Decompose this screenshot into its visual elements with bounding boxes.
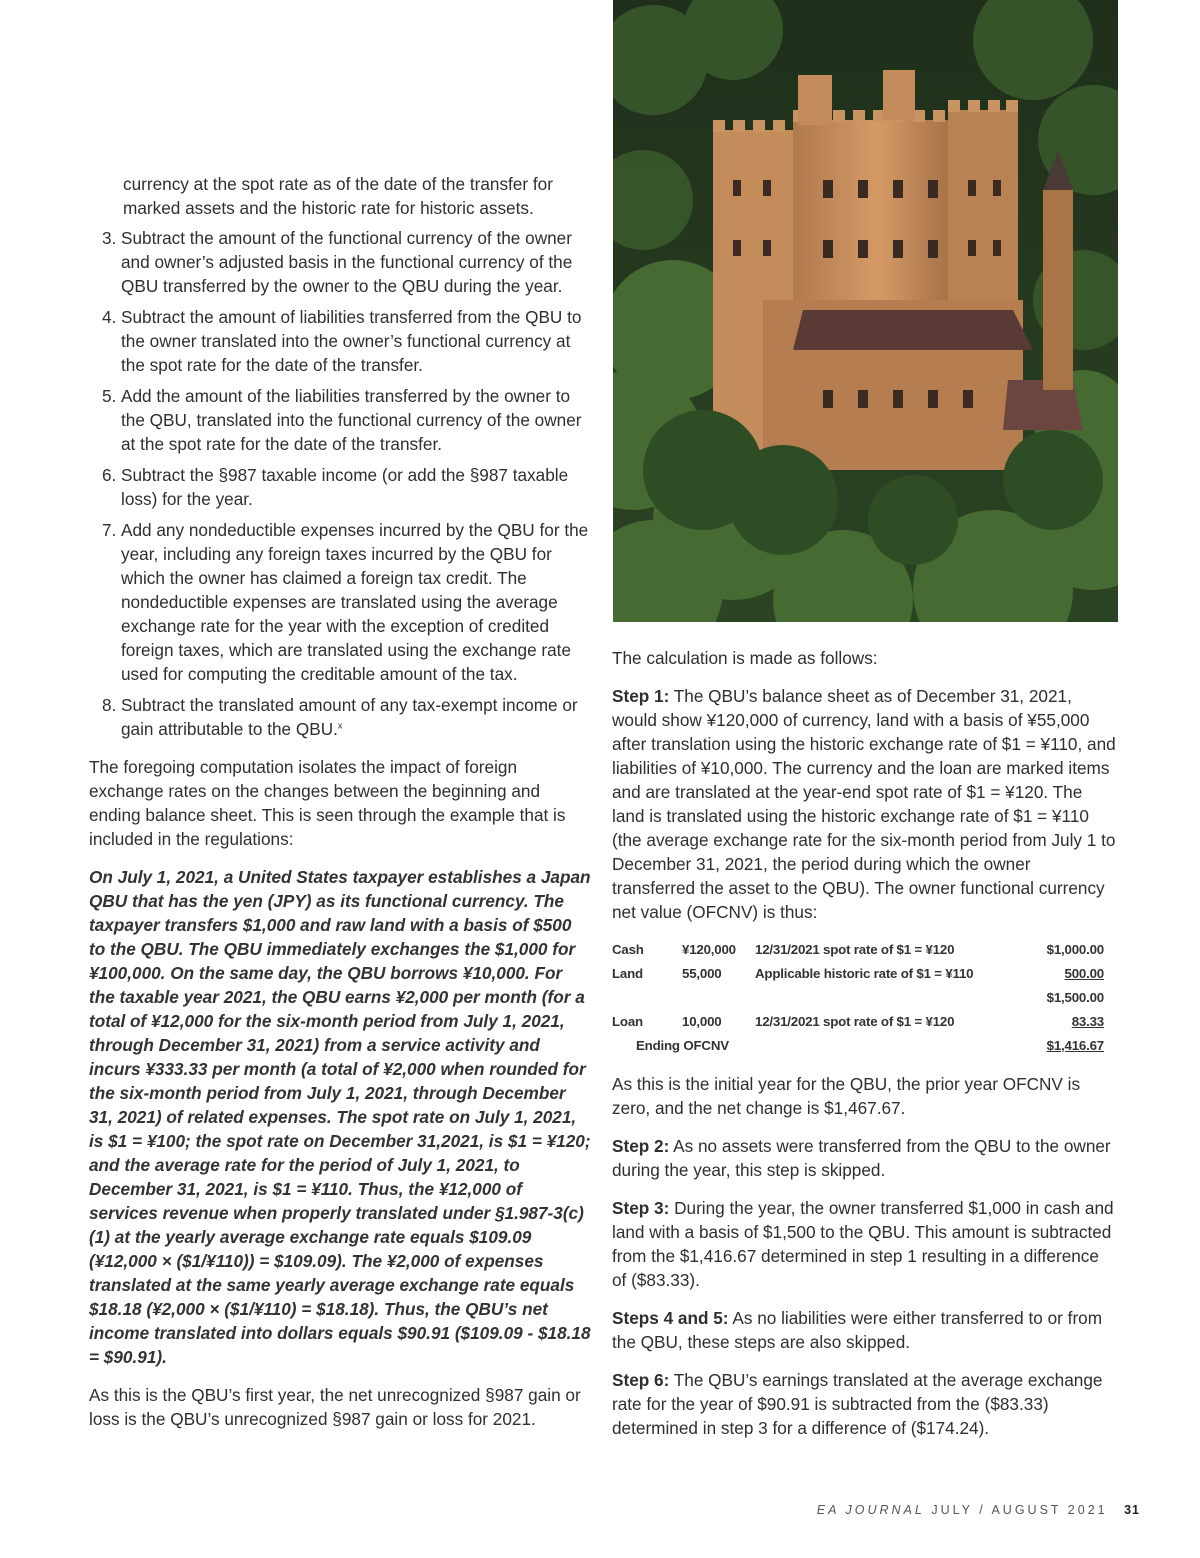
page-footer: [817, 1503, 1140, 1517]
computation-steps-list: [89, 226, 591, 741]
list-item: [89, 305, 591, 377]
underlined-value: 83.33: [1071, 1014, 1104, 1029]
step-1-text: The QBU’s balance sheet as of December 31, 2021, would show ¥120,000 of currency, land with a basis of ¥55,000 after translation using the historic exchange rate of $1 = ¥110, and liabilities of ¥10,000. The currency and the loan are marked items and are translated at the year-end spot rate of $1 = ¥120. The land is translated using the historic exchange rate of $1 = ¥110 (the average exchange rate for the six-month period from July 1 to December 31, 2021, the period during which the owner transferred the asset to the QBU). The owner functional currency net value (OFCNV) is thus:: [612, 686, 1116, 922]
list-number: 7.: [102, 520, 117, 540]
list-text: Subtract the amount of liabilities transferred from the QBU to the owner translated into the owner’s functional currency at the spot rate for the date of the transfer.: [121, 307, 582, 375]
table-cell: ¥120,000: [682, 942, 736, 957]
step-2-label: Step 2:: [612, 1136, 670, 1156]
step-2-text: As no assets were transferred from the QBU to the owner during the year, this step is skipped.: [612, 1136, 1111, 1180]
list-number: 6.: [102, 465, 117, 485]
table-row: [612, 962, 1104, 986]
table-cell: 55,000: [682, 966, 722, 981]
step-4-5-label: Steps 4 and 5:: [612, 1308, 729, 1328]
left-column: [89, 172, 591, 1445]
table-cell: [755, 986, 1018, 1010]
list-item: [89, 384, 591, 456]
table-cell: $1,500.00: [1046, 990, 1104, 1005]
table-cell: [1018, 1010, 1104, 1034]
list-item: [89, 518, 591, 686]
table-cell: Loan: [612, 1014, 643, 1029]
magazine-name: EA JOURNAL: [816, 1503, 925, 1517]
paragraph-foregoing: The foregoing computation isolates the impact of foreign exchange rates on the changes between the beginning and ending balance sheet. This is seen through the example that is included in the regulations:: [89, 757, 566, 849]
table-cell: [1018, 962, 1104, 986]
step-3-paragraph: [612, 1196, 1118, 1292]
table-cell: 12/31/2021 spot rate of $1 = ¥120: [755, 1014, 955, 1029]
right-column: [612, 646, 1118, 1454]
table-row-total: [612, 1034, 1104, 1058]
table-cell: [682, 986, 755, 1010]
table-cell: [1018, 1034, 1104, 1058]
list-text: Add the amount of the liabilities transferred by the owner to the QBU, translated into the functional currency of the owner at the spot rate for the date of the transfer.: [121, 386, 582, 454]
step-3-label: Step 3:: [612, 1198, 670, 1218]
paragraph-calc-intro: The calculation is made as follows:: [612, 648, 878, 668]
footnote-marker: x: [337, 720, 343, 731]
list-text: Subtract the translated amount of any tax-exempt income or gain attributable to the QBU.: [121, 695, 578, 739]
castle-photo: [613, 0, 1118, 622]
table-cell: $1,000.00: [1046, 942, 1104, 957]
table-row: [612, 1010, 1104, 1034]
ofcnv-table: [612, 938, 1104, 1058]
table-cell: Cash: [612, 942, 644, 957]
underlined-value: 500.00: [1064, 966, 1104, 981]
list-item: [89, 693, 591, 741]
list-text: Add any nondeductible expenses incurred by the QBU for the year, including any foreign taxes incurred by the QBU for which the owner has claimed a foreign tax credit. The nondeductible expenses are translated using the average exchange rate for the year with the exception of credited foreign taxes, which are translated using the exchange rate used for computing the creditable amount of the tax.: [121, 520, 589, 684]
table-cell: Applicable historic rate of $1 = ¥110: [755, 966, 974, 981]
table-cell: Land: [612, 966, 643, 981]
list-number: 5.: [102, 386, 117, 406]
step-4-5-text: As no liabilities were either transferred to or from the QBU, these steps are also skipped.: [612, 1308, 1103, 1352]
step-1-label: Step 1:: [612, 686, 670, 706]
list-continuation: currency at the spot rate as of the date of the transfer for marked assets and the historic rate for historic assets.: [123, 174, 553, 218]
step-6-label: Step 6:: [612, 1370, 670, 1390]
table-cell: [612, 986, 682, 1010]
table-row: [612, 938, 1104, 962]
step-4-5-paragraph: [612, 1306, 1118, 1354]
list-number: 3.: [102, 228, 117, 248]
list-number: 4.: [102, 307, 117, 327]
page-number: 31: [1124, 1503, 1140, 1517]
regulation-example: On July 1, 2021, a United States taxpayer establishes a Japan QBU that has the yen (JPY) as its functional currency. The taxpayer transfers $1,000 and raw land with a basis of $500 to the QBU. The QBU immediately exchanges the $1,000 for ¥100,000. On the same day, the QBU borrows ¥10,000. For the taxable year 2021, the QBU earns ¥2,000 per month (for a total of ¥12,000 for the six-month period from July 1, 2021, through December 31, 2021) from a service activity and incurs ¥333.33 per month (a total of ¥2,000 when rounded for the six-month period from July 1, 2021, through December 31, 2021) of related expenses. The spot rate on July 1, 2021, is $1 = ¥100; the spot rate on December 31,2021, is $1 = ¥120; and the average rate for the period of July 1, 2021, to December 31, 2021, is $1 = ¥110. Thus, the ¥12,000 of services revenue when properly translated under §1.987-3(c)(1) at the yearly average exchange rate equals $109.09 (¥12,000 × ($1/¥110)) = $109.09). The ¥2,000 of expenses translated at the same yearly average exchange rate equals $18.18 (¥2,000 × ($1/¥110) = $18.18). Thus, the QBU’s net income translated into dollars equals $90.91 ($109.09 - $18.18 = $90.91).: [89, 867, 591, 1367]
step-3-text: During the year, the owner transferred $1,000 in cash and land with a basis of $1,500 to the QBU. This amount is subtracted from the $1,416.67 determined in step 1 resulting in a difference of ($83.33).: [612, 1198, 1114, 1290]
step-6-paragraph: [612, 1368, 1118, 1440]
list-item: [89, 463, 591, 511]
total-value: $1,416.67: [1046, 1038, 1104, 1053]
paragraph-initial-year: As this is the initial year for the QBU, the prior year OFCNV is zero, and the net change is $1,467.67.: [612, 1074, 1081, 1118]
issue-date: JULY / AUGUST 2021: [931, 1503, 1108, 1517]
step-2-paragraph: [612, 1134, 1118, 1182]
list-text: Subtract the amount of the functional currency of the owner and owner’s adjusted basis in the functional currency of the QBU transferred by the owner to the QBU during the year.: [121, 228, 573, 296]
list-text: Subtract the §987 taxable income (or add the §987 taxable loss) for the year.: [121, 465, 569, 509]
step-6-text: The QBU’s earnings translated at the average exchange rate for the year of $90.91 is subtracted from the ($83.33) determined in step 3 for a difference of ($174.24).: [612, 1370, 1103, 1438]
list-item: [89, 226, 591, 298]
step-1-paragraph: [612, 684, 1118, 924]
total-label: Ending OFCNV: [636, 1038, 729, 1053]
paragraph-first-year: As this is the QBU’s first year, the net unrecognized §987 gain or loss is the QBU’s unrecognized §987 gain or loss for 2021.: [89, 1385, 581, 1429]
list-number: 8.: [102, 695, 117, 715]
table-cell: 12/31/2021 spot rate of $1 = ¥120: [755, 942, 955, 957]
table-cell: 10,000: [682, 1014, 722, 1029]
table-row: [612, 986, 1104, 1010]
